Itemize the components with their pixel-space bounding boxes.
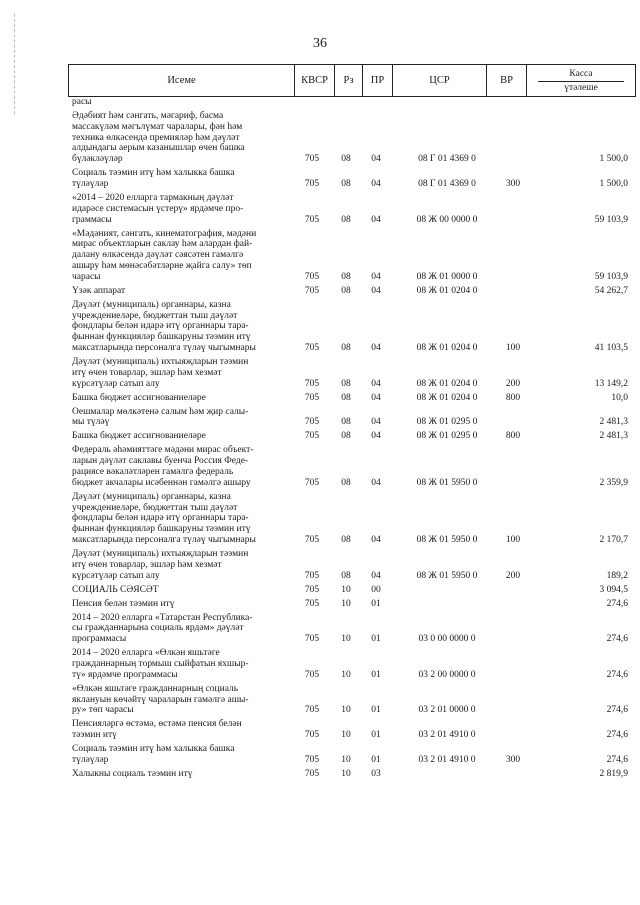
row-csr: 08 Ж 01 0000 0 xyxy=(416,271,478,282)
row-csr: 08 Г 01 4369 0 xyxy=(418,178,476,189)
row-sum: 1 500,0 xyxy=(599,178,628,189)
row-name: Дәүләт (муниципаль) ихтыяҗларын тәэмин итү өчен товарлар, эшләр һәм хезмәт күрсәтүләр сатып алу xyxy=(72,356,249,389)
row-csr: 08 Ж 00 0000 0 xyxy=(416,214,478,225)
row-rz: 10 xyxy=(341,768,351,779)
row-vr: 800 xyxy=(505,392,521,403)
row-sum: 274,6 xyxy=(606,598,628,609)
table-row xyxy=(0,190,640,226)
row-sum: 2 170,7 xyxy=(599,534,628,545)
row-name: Социаль тәэмин итү һәм халыкка башка түләүләр xyxy=(72,744,235,765)
table-row xyxy=(0,681,640,717)
row-vr: 100 xyxy=(505,534,521,545)
row-rz: 10 xyxy=(341,669,351,680)
row-kvsr: 705 xyxy=(304,634,320,645)
row-kvsr: 705 xyxy=(304,534,320,545)
row-sum: 189,2 xyxy=(606,570,628,581)
row-csr: 08 Ж 01 0204 0 xyxy=(416,378,478,389)
row-pr: 04 xyxy=(371,178,381,189)
row-kvsr: 705 xyxy=(304,754,320,765)
header-kassa-sub: үтәлеше xyxy=(538,81,624,93)
row-sum: 10,0 xyxy=(611,392,628,403)
row-sum: 59 103,9 xyxy=(594,271,628,282)
table-row xyxy=(0,389,640,403)
row-rz: 10 xyxy=(341,705,351,716)
row-rz: 08 xyxy=(341,271,351,282)
row-kvsr: 705 xyxy=(304,342,320,353)
row-rz: 08 xyxy=(341,392,351,403)
row-rz: 08 xyxy=(341,378,351,389)
row-csr: 03 2 01 4910 0 xyxy=(418,754,476,765)
row-sum: 59 103,9 xyxy=(594,214,628,225)
table-row xyxy=(0,546,640,582)
row-vr: 300 xyxy=(505,754,521,765)
row-name: Дәүләт (муниципаль) органнары, казна учреждениеләре, бюджеттан тыш дәүләт фондлары белән идарә итү органнары тара- фыннан функцияләр башкаруны тәэмин итү максатларында персоналга түләү чыгымнары xyxy=(72,299,256,353)
row-name: Әдәбият һәм сәнгать, мәгариф, басма массакүләм мәгълүмат чаралары, фән һәм техника өлкәсендә премияләр һәм дәүләт алдындагы аерым казанышлар өчен башка бүләкләүләр xyxy=(72,111,245,165)
row-rz: 08 xyxy=(341,214,351,225)
row-rz: 08 xyxy=(341,477,351,488)
row-csr: 08 Ж 01 0295 0 xyxy=(416,431,478,442)
row-pr: 04 xyxy=(371,534,381,545)
row-name: расы xyxy=(72,97,92,107)
table-row xyxy=(0,108,640,165)
row-rz: 10 xyxy=(341,754,351,765)
row-sum: 2 819,9 xyxy=(599,768,628,779)
row-name: «Мәдәният, сәнгать, кинематография, мәдәни мирас объектларын саклау һәм алардан фай- далану өлкәсендә дәүләт сәясәтен гамәлгә ашыру һәм мөнәсәбәтләрне җайга салу» төп чарасы xyxy=(72,228,257,282)
table-row xyxy=(0,225,640,282)
row-name: Башка бюджет ассигнованиеләре xyxy=(72,431,206,442)
row-pr: 01 xyxy=(371,598,381,609)
table-row xyxy=(0,97,640,108)
row-rz: 10 xyxy=(341,634,351,645)
row-pr: 00 xyxy=(371,584,381,595)
table-row xyxy=(0,403,640,428)
row-pr: 01 xyxy=(371,669,381,680)
row-pr: 04 xyxy=(371,378,381,389)
row-sum: 2 481,3 xyxy=(599,431,628,442)
row-kvsr: 705 xyxy=(304,730,320,741)
table-row xyxy=(0,489,640,546)
row-csr: 08 Ж 01 5950 0 xyxy=(416,477,478,488)
row-sum: 274,6 xyxy=(606,634,628,645)
row-vr: 300 xyxy=(505,178,521,189)
row-rz: 08 xyxy=(341,285,351,296)
row-kvsr: 705 xyxy=(304,392,320,403)
row-kvsr: 705 xyxy=(304,598,320,609)
row-name: Пенсияләргә өстәмә, өстәмә пенсия белән тәэмин итү xyxy=(72,719,242,741)
row-rz: 10 xyxy=(341,584,351,595)
table-row xyxy=(0,442,640,488)
row-rz: 10 xyxy=(341,730,351,741)
row-vr: 200 xyxy=(505,378,521,389)
row-csr: 08 Ж 01 0204 0 xyxy=(416,392,478,403)
table-row xyxy=(0,297,640,354)
row-kvsr: 705 xyxy=(304,477,320,488)
table-row xyxy=(0,609,640,645)
row-kvsr: 705 xyxy=(304,570,320,581)
row-sum: 2 359,9 xyxy=(599,477,628,488)
table-row xyxy=(0,741,640,766)
header-kassa-title: Касса xyxy=(569,68,593,79)
row-name: Дәүләт (муниципаль) органнары, казна учреждениеләре, бюджеттан тыш дәүләт фондлары белән идарә итү органнары тара- фыннан функцияләр башкаруны тәэмин итү максатларында персоналга түләү чыгымнары xyxy=(72,491,256,545)
row-sum: 274,6 xyxy=(606,754,628,765)
row-sum: 13 149,2 xyxy=(594,378,628,389)
row-vr: 800 xyxy=(505,431,521,442)
row-name: Федераль әһәмияттәге мәдәни мирас объект- ларын дәүләт саклавы буенча Россия Феде- рациясе вәкаләтләрен гамәлгә федераль бюджет акчалары исәбеннән гамәлгә ашыру xyxy=(72,445,254,488)
row-vr: 100 xyxy=(505,342,521,353)
row-name: Үзәк аппарат xyxy=(72,285,126,296)
row-rz: 08 xyxy=(341,154,351,165)
row-pr: 04 xyxy=(371,477,381,488)
row-rz: 10 xyxy=(341,598,351,609)
row-pr: 04 xyxy=(371,431,381,442)
row-sum: 1 500,0 xyxy=(599,154,628,165)
table-row xyxy=(0,283,640,297)
header-pr: ПР xyxy=(363,65,393,96)
row-name: Дәүләт (муниципаль) ихтыяҗларын тәэмин итү өчен товарлар, эшләр һәм хезмәт күрсәтүләр сатып алу xyxy=(72,548,249,581)
row-rz: 08 xyxy=(341,178,351,189)
row-rz: 08 xyxy=(341,417,351,428)
table-row xyxy=(0,766,640,780)
row-name: Социаль тәэмин итү һәм халыкка башка түләүләр xyxy=(72,168,235,189)
row-kvsr: 705 xyxy=(304,378,320,389)
row-kvsr: 705 xyxy=(304,431,320,442)
row-rz: 08 xyxy=(341,431,351,442)
table-row xyxy=(0,428,640,442)
row-kvsr: 705 xyxy=(304,154,320,165)
row-vr: 200 xyxy=(505,570,521,581)
row-pr: 01 xyxy=(371,705,381,716)
row-kvsr: 705 xyxy=(304,271,320,282)
header-kassa xyxy=(527,65,635,96)
row-name: 2014 – 2020 елларга «Өлкән яшьтәге гражданнарның тормыш сыйфатын яхшыр- тү» ярдәмче программасы xyxy=(72,648,249,680)
row-pr: 04 xyxy=(371,271,381,282)
row-sum: 54 262,7 xyxy=(594,285,628,296)
row-kvsr: 705 xyxy=(304,178,320,189)
row-pr: 03 xyxy=(371,768,381,779)
row-csr: 08 Ж 01 5950 0 xyxy=(416,570,478,581)
row-rz: 08 xyxy=(341,342,351,353)
row-pr: 04 xyxy=(371,154,381,165)
header-vr: ВР xyxy=(487,65,527,96)
page-number: 36 xyxy=(313,36,327,51)
table-header xyxy=(68,64,636,97)
row-kvsr: 705 xyxy=(304,669,320,680)
row-name: Халыкны социаль тәэмин итү xyxy=(72,768,193,779)
table-body xyxy=(0,97,640,780)
row-pr: 04 xyxy=(371,285,381,296)
row-kvsr: 705 xyxy=(304,417,320,428)
row-kvsr: 705 xyxy=(304,584,320,595)
table-row xyxy=(0,595,640,609)
row-pr: 04 xyxy=(371,214,381,225)
row-kvsr: 705 xyxy=(304,285,320,296)
row-pr: 04 xyxy=(371,342,381,353)
table-row xyxy=(0,645,640,681)
row-kvsr: 705 xyxy=(304,214,320,225)
row-name: 2014 – 2020 елларга «Татарстан Республика- сы гражданнарына социаль ярдәм» дәүләт программасы xyxy=(72,612,253,645)
row-csr: 08 Ж 01 0204 0 xyxy=(416,342,478,353)
row-pr: 01 xyxy=(371,730,381,741)
header-csr: ЦСР xyxy=(393,65,487,96)
table-row xyxy=(0,716,640,741)
row-kvsr: 705 xyxy=(304,768,320,779)
row-name: «Өлкән яшьтәге гражданнарның социаль яклануын көчәйтү чараларын гамәлгә ашы- ру» төп чарасы xyxy=(72,683,249,716)
row-sum: 2 481,3 xyxy=(599,417,628,428)
row-pr: 04 xyxy=(371,570,381,581)
row-sum: 3 094,5 xyxy=(599,584,628,595)
row-pr: 04 xyxy=(371,392,381,403)
row-name: «2014 – 2020 елларга тармакның дәүләт идарәсе системасын үстерү» ярдәмче про- граммасы xyxy=(72,192,244,225)
row-name: Оешмалар мөлкәтенә салым һәм җир салы- мы түләү xyxy=(72,406,249,428)
table-row xyxy=(0,581,640,595)
row-sum: 274,6 xyxy=(606,669,628,680)
row-csr: 08 Ж 01 5950 0 xyxy=(416,534,478,545)
row-sum: 274,6 xyxy=(606,730,628,741)
table-row xyxy=(0,354,640,390)
row-csr: 03 2 01 4910 0 xyxy=(418,730,476,741)
row-csr: 03 2 01 0000 0 xyxy=(418,705,476,716)
row-rz: 08 xyxy=(341,534,351,545)
row-name: СОЦИАЛЬ СӘЯСӘТ xyxy=(72,584,159,595)
row-sum: 274,6 xyxy=(606,705,628,716)
row-csr: 08 Ж 01 0295 0 xyxy=(416,417,478,428)
row-pr: 01 xyxy=(371,754,381,765)
row-rz: 08 xyxy=(341,570,351,581)
row-csr: 03 0 00 0000 0 xyxy=(418,634,476,645)
row-kvsr: 705 xyxy=(304,705,320,716)
row-csr: 03 2 00 0000 0 xyxy=(418,669,476,680)
row-csr: 08 Ж 01 0204 0 xyxy=(416,285,478,296)
header-rz: Рз xyxy=(335,65,363,96)
row-csr: 08 Г 01 4369 0 xyxy=(418,154,476,165)
row-pr: 04 xyxy=(371,417,381,428)
header-kvsr: КВСР xyxy=(295,65,335,96)
table-row xyxy=(0,165,640,190)
row-name: Башка бюджет ассигнованиеләре xyxy=(72,392,206,403)
header-name: Исеме xyxy=(69,65,295,96)
row-name: Пенсия белән тәэмин итү xyxy=(72,598,175,609)
row-sum: 41 103,5 xyxy=(594,342,628,353)
row-pr: 01 xyxy=(371,634,381,645)
